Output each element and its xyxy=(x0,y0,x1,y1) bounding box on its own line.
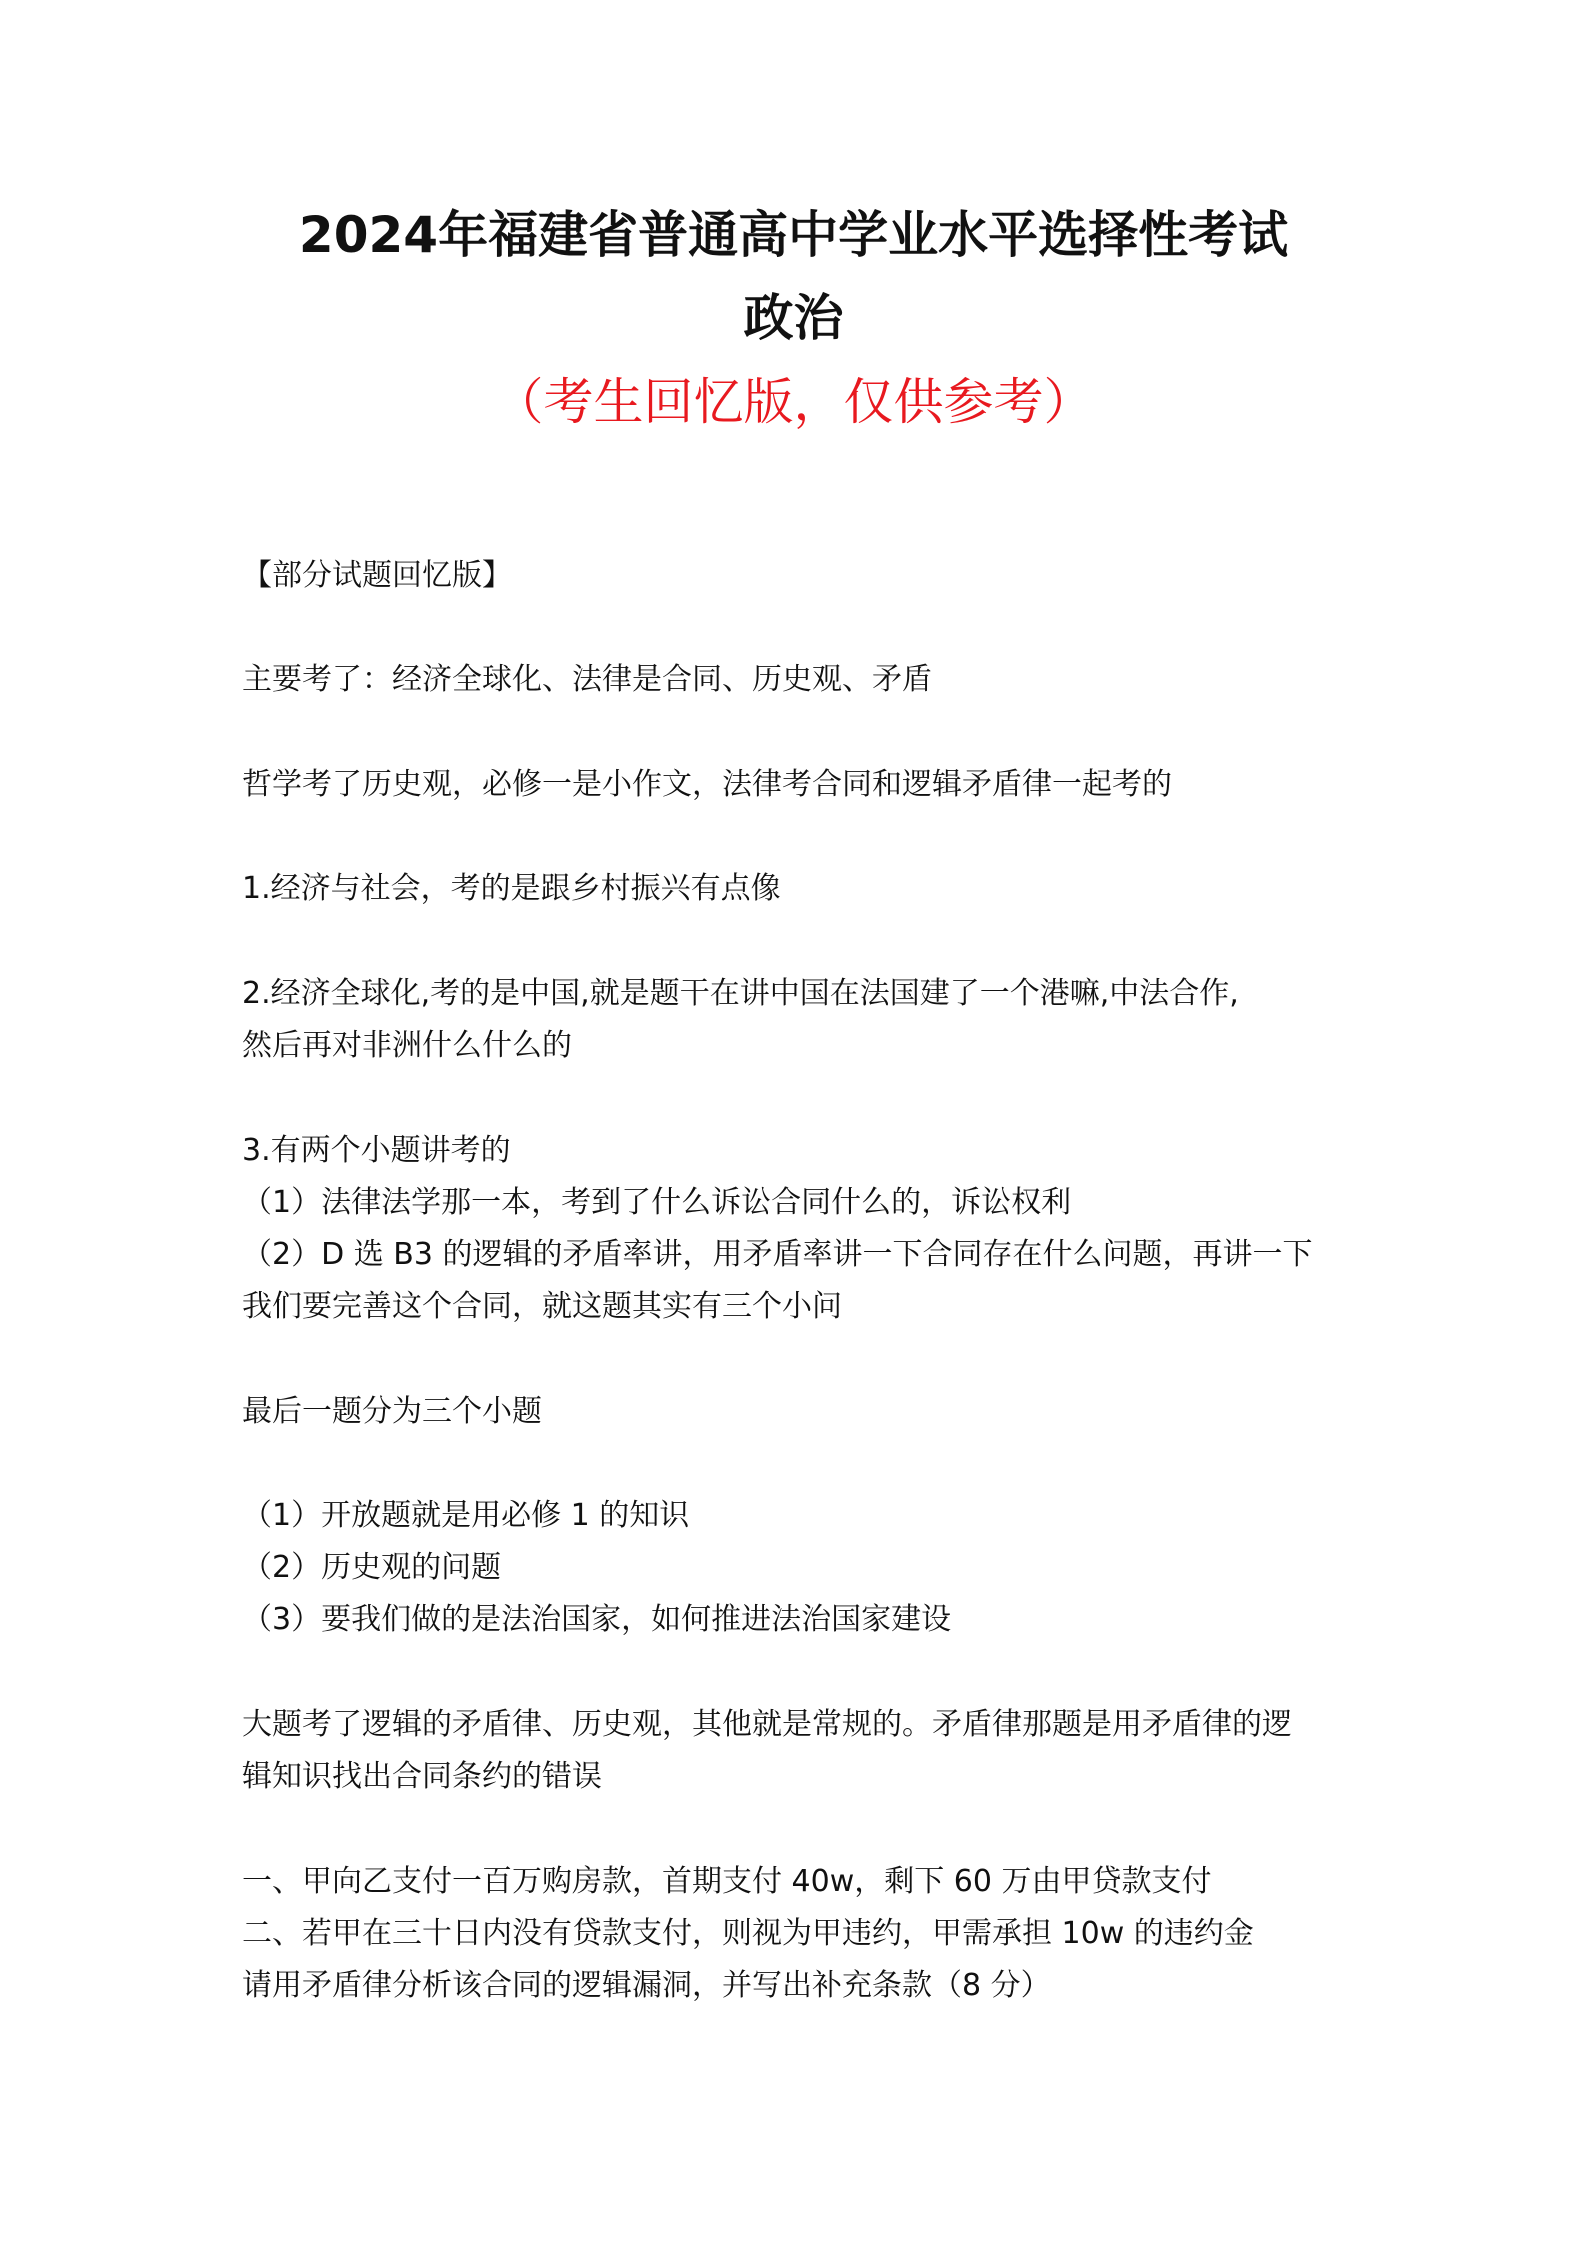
question-2-line-1: 2.经济全球化,考的是中国,就是题干在讲中国在法国建了一个港嘛,中法合作, xyxy=(242,976,1239,1011)
question-1: 1.经济与社会，考的是跟乡村振兴有点像 xyxy=(242,871,781,906)
summary-line-1: 主要考了：经济全球化、法律是合同、历史观、矛盾 xyxy=(242,662,932,697)
section-heading: 【部分试题回忆版】 xyxy=(242,558,512,593)
last-question-part-2: （2）历史观的问题 xyxy=(242,1550,502,1585)
contract-question: 请用矛盾律分析该合同的逻辑漏洞，并写出补充条款（8 分） xyxy=(242,1968,1051,2003)
last-question-intro: 最后一题分为三个小题 xyxy=(242,1394,542,1429)
question-3-part-1: （1）法律法学那一本，考到了什么诉讼合同什么的，诉讼权利 xyxy=(242,1185,1072,1220)
last-question-part-3: （3）要我们做的是法治国家，如何推进法治国家建设 xyxy=(242,1602,952,1637)
contract-clause-2: 二、若甲在三十日内没有贷款支付，则视为甲违约，甲需承担 10w 的违约金 xyxy=(242,1916,1254,1951)
subject-title: 政治 xyxy=(743,289,844,347)
last-question-part-1: （1）开放题就是用必修 1 的知识 xyxy=(242,1498,690,1533)
summary-line-2: 哲学考了历史观，必修一是小作文，法律考合同和逻辑矛盾律一起考的 xyxy=(242,767,1172,802)
contract-clause-1: 一、甲向乙支付一百万购房款，首期支付 40w，剩下 60 万由甲贷款支付 xyxy=(242,1864,1212,1899)
question-3-intro: 3.有两个小题讲考的 xyxy=(242,1133,511,1168)
big-question-line-1: 大题考了逻辑的矛盾律、历史观，其他就是常规的。矛盾律那题是用矛盾律的逻 xyxy=(242,1707,1292,1742)
version-note: （考生回忆版，仅供参考） xyxy=(493,373,1094,431)
document-title: 2024年福建省普通高中学业水平选择性考试 xyxy=(298,206,1289,264)
question-3-part-2-line-2: 我们要完善这个合同，就这题其实有三个小问 xyxy=(242,1289,842,1324)
question-3-part-2-line-1: （2）D 选 B3 的逻辑的矛盾率讲，用矛盾率讲一下合同存在什么问题，再讲一下 xyxy=(242,1237,1313,1272)
question-2-line-2: 然后再对非洲什么什么的 xyxy=(242,1028,572,1063)
big-question-line-2: 辑知识找出合同条约的错误 xyxy=(242,1759,602,1794)
